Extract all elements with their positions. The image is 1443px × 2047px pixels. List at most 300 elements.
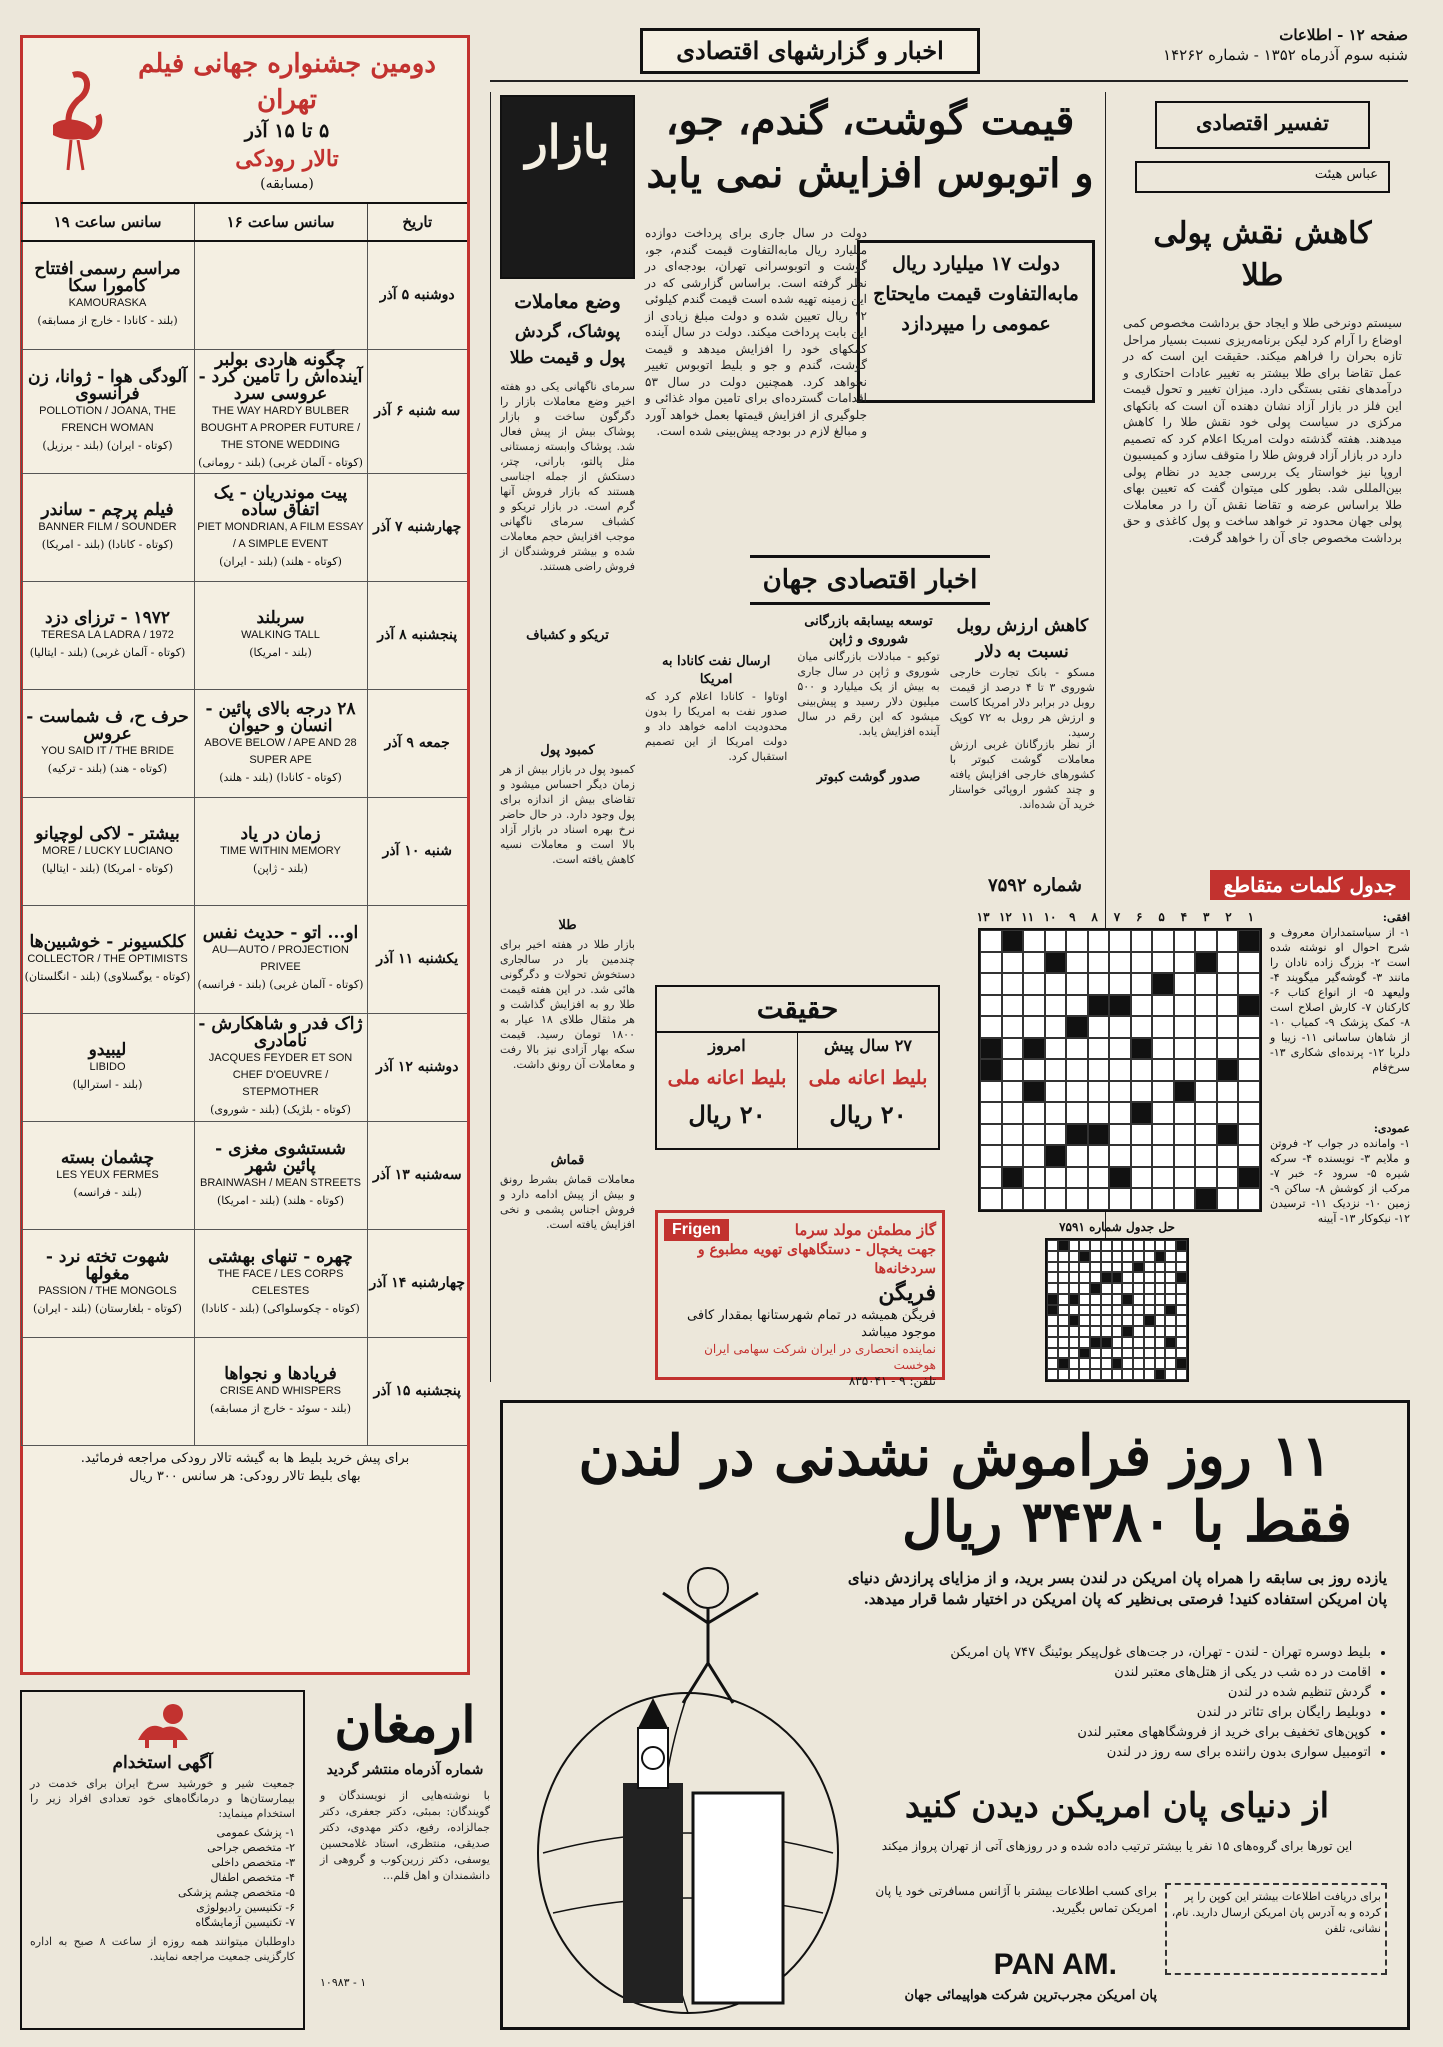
grid-cell[interactable]: [1109, 952, 1131, 974]
lead-story: [645, 95, 1095, 545]
film-title-fa: آلودگی هوا - ژوانا، زن فرانسوی: [28, 366, 187, 404]
grid-cell[interactable]: [1109, 1188, 1131, 1210]
commentary-body: سیستم دونرخی طلا و ایجاد حق برداشت مخصوص کمی اوضاع را آرام کرد لیکن برنامه‌ریزی نسبت بسیار مراحل تازه بحران را فراهم میکند. حقیقت این است که در عمل تقاضا برای طلا بیشتر به تغییر عادات احتکاری و درآمدهای نفتی بستگی دارد. میزان تغییر و تحول قیمت این فلز در بازار آزاد نشان دهنده آن است که بانکهای مرکزی در سیاست پولی خود نقش طلا را کاهش میدهند. هفته گذشته دولت امریکا اعلام کرد که تصمیم دارد در بازار آزاد فروش طلا را متوقف سازد و کمیسیون اروپا نیز خواستار یک بررسی جدید در نظام پولی بین‌المللی شد. بطور کلی میتوان گفت که تعیین بهای طلا براساس عرضه و تقاضا نقش آن را در معاملات پولی جهان محدود تر خواهد ساخت و پول کاغذی و حق برداشت مخصوص جای آن را خواهد گرفت.: [1123, 316, 1402, 545]
grid-cell[interactable]: [1152, 1081, 1174, 1103]
film-title-fa: زمان در یاد: [240, 823, 321, 844]
film-title-fa: ژاک فدر و شاهکارش - نامادری: [198, 1014, 363, 1051]
grid-cell[interactable]: [1217, 995, 1239, 1017]
grid-column-number: ۱۲: [998, 910, 1012, 924]
schedule-row: [21, 473, 467, 581]
grid-cell: [1144, 1337, 1155, 1348]
film-title-fa: فریادها و نجواها: [224, 1363, 337, 1384]
festival-venue: تالار رودکی: [235, 146, 339, 172]
grid-black-cell: [1066, 1016, 1088, 1038]
header-date: تاریخ: [367, 203, 467, 241]
grid-cell[interactable]: [1131, 952, 1153, 974]
grid-cell[interactable]: [1217, 1016, 1239, 1038]
grid-cell: [1079, 1305, 1090, 1316]
film-title-en: BANNER FILM / SOUNDER: [38, 520, 177, 533]
grid-cell[interactable]: [1131, 1145, 1153, 1167]
grid-cell[interactable]: [1238, 1081, 1260, 1103]
grid-cell: [1155, 1358, 1166, 1369]
grid-cell: [1069, 1305, 1080, 1316]
grid-cell[interactable]: [980, 930, 1002, 952]
grid-cell[interactable]: [1066, 973, 1088, 995]
grid-cell[interactable]: [1109, 1145, 1131, 1167]
grid-cell[interactable]: [1217, 973, 1239, 995]
commentary-kicker: تفسیر اقتصادی: [1155, 101, 1370, 149]
grid-black-cell: [1133, 1262, 1144, 1273]
grid-column-number: ۱۱: [1021, 910, 1035, 924]
grid-black-cell: [1176, 1240, 1187, 1251]
grid-column-number: ۹: [1069, 910, 1076, 924]
commentary-title: کاهش نقش پولی طلا: [1153, 216, 1372, 293]
grid-cell[interactable]: [1023, 1145, 1045, 1167]
grid-cell[interactable]: [980, 1188, 1002, 1210]
grid-cell[interactable]: [1002, 1016, 1024, 1038]
grid-cell[interactable]: [1066, 952, 1088, 974]
grid-cell[interactable]: [1066, 930, 1088, 952]
grid-cell: [1133, 1369, 1144, 1380]
grid-cell[interactable]: [1238, 1038, 1260, 1060]
bazaar-sub-1: تریکو و کشباف: [526, 628, 609, 643]
job-item: ۴- متخصص اطفال: [210, 1871, 295, 1884]
grid-cell[interactable]: [1066, 1081, 1088, 1103]
grid-cell[interactable]: [1088, 1038, 1110, 1060]
grid-cell: [1122, 1369, 1133, 1380]
grid-cell[interactable]: [1174, 1016, 1196, 1038]
grid-black-cell: [1066, 1124, 1088, 1146]
grid-cell[interactable]: [980, 973, 1002, 995]
grid-cell[interactable]: [1066, 1167, 1088, 1189]
bazaar-body-2: کمبود پول در بازار بیش از هر زمان دیگر احساس میشود و تقاضای بیش از اندازه برای پول وجود دارد. در حال حاضر نرخ بهره اسناد در بازار آزاد بالا است و معاملات نسیه کاهش یافته است.: [500, 763, 635, 866]
panam-bullet: • اتومبیل سواری بدون راننده برای سه روز در لندن: [851, 1743, 1371, 1763]
grid-black-cell: [1101, 1337, 1112, 1348]
grid-cell[interactable]: [1152, 1145, 1174, 1167]
grid-cell[interactable]: [1002, 1038, 1024, 1060]
panam-logo: PAN AM.: [993, 1948, 1117, 1981]
grid-cell[interactable]: [1002, 1102, 1024, 1124]
grid-cell: [1122, 1272, 1133, 1283]
grid-cell[interactable]: [1023, 1102, 1045, 1124]
grid-cell[interactable]: [1238, 1016, 1260, 1038]
schedule-date: سه شنبه ۶ آذر: [367, 349, 467, 473]
armaghan-subtitle: شماره آذرماه منتشر گردید: [326, 1762, 484, 1778]
grid-cell[interactable]: [1152, 1038, 1174, 1060]
grid-cell[interactable]: [1131, 995, 1153, 1017]
lead-headline-1: قیمت گوشت، گندم، جو،: [665, 97, 1075, 144]
grid-cell[interactable]: [1002, 995, 1024, 1017]
grid-cell: [1058, 1272, 1069, 1283]
grid-cell[interactable]: [1195, 1145, 1217, 1167]
grid-cell[interactable]: [980, 1102, 1002, 1124]
screening-s16: [194, 349, 367, 473]
screening-s16: [194, 1229, 367, 1337]
red-lion-footer: داوطلبان میتوانند همه روزه از ساعت ۸ صبح به اداره کارگزینی جمعیت مراجعه نمایند.: [30, 1935, 296, 1963]
grid-cell[interactable]: [1088, 1145, 1110, 1167]
grid-cell[interactable]: [980, 1167, 1002, 1189]
festival-title: دومین جشنواره جهانی فیلم تهران: [138, 49, 436, 115]
grid-cell[interactable]: [1066, 1188, 1088, 1210]
grid-cell[interactable]: [1109, 1038, 1131, 1060]
grid-cell[interactable]: [1023, 1059, 1045, 1081]
grid-cell[interactable]: [1066, 1038, 1088, 1060]
grid-cell: [1122, 1262, 1133, 1273]
grid-cell[interactable]: [1002, 1059, 1024, 1081]
bazaar-sub-4: قماش: [550, 1153, 585, 1168]
schedule-date: چهارشنبه ۷ آذر: [367, 473, 467, 581]
world-news-body-3: اوتاوا - کانادا اعلام کرد که صدور نفت به امریکا را بدون محدودیت ادامه خواهد داد و دولت امریکا از این تصمیم استقبال کرد.: [644, 690, 788, 763]
grid-cell[interactable]: [1045, 1038, 1067, 1060]
grid-cell: [1144, 1348, 1155, 1359]
grid-cell[interactable]: [1023, 952, 1045, 974]
crossword-section: [960, 870, 1410, 1385]
grid-cell[interactable]: [1109, 1124, 1131, 1146]
grid-cell[interactable]: [1002, 973, 1024, 995]
grid-cell[interactable]: [980, 1124, 1002, 1146]
grid-cell[interactable]: [1002, 1124, 1024, 1146]
film-title-en: CRISE AND WHISPERS: [219, 1384, 342, 1397]
grid-cell[interactable]: [1152, 1059, 1174, 1081]
grid-cell: [1112, 1315, 1123, 1326]
grid-cell[interactable]: [1238, 973, 1260, 995]
grid-column-number: ۳: [1202, 910, 1210, 924]
grid-cell[interactable]: [1088, 1188, 1110, 1210]
film-title-en: COLLECTOR / THE OPTIMISTS: [27, 952, 188, 965]
grid-cell: [1165, 1369, 1176, 1380]
crossword-column-numbers: [972, 910, 1262, 928]
grid-cell: [1155, 1272, 1166, 1283]
screening-s19: [21, 473, 194, 581]
grid-cell[interactable]: [1131, 1016, 1153, 1038]
grid-cell: [1133, 1251, 1144, 1262]
grid-cell[interactable]: [1088, 1167, 1110, 1189]
grid-cell: [1144, 1326, 1155, 1337]
grid-cell: [1155, 1337, 1166, 1348]
grid-cell[interactable]: [1002, 952, 1024, 974]
header-16: سانس ساعت ۱۶: [194, 203, 367, 241]
grid-cell[interactable]: [1066, 1102, 1088, 1124]
grid-cell[interactable]: [1217, 1145, 1239, 1167]
crossword-down-label: عمودی:: [1373, 1122, 1410, 1135]
grid-cell[interactable]: [1174, 930, 1196, 952]
film-info: (کوتاه - کانادا) (بلند - هلند): [219, 770, 342, 784]
grid-black-cell: [1217, 1059, 1239, 1081]
grid-cell: [1112, 1369, 1123, 1380]
screening-s16: [194, 473, 367, 581]
grid-cell: [1176, 1315, 1187, 1326]
panam-headline-2: فقط با ۳۴۳۸۰ ریال: [901, 1489, 1353, 1555]
grid-cell[interactable]: [1195, 1124, 1217, 1146]
grid-cell[interactable]: [1174, 1102, 1196, 1124]
grid-cell[interactable]: [1195, 1038, 1217, 1060]
grid-cell: [1069, 1272, 1080, 1283]
crossword-across-label: افقی:: [1382, 911, 1410, 924]
grid-cell[interactable]: [1195, 1059, 1217, 1081]
grid-cell: [1069, 1251, 1080, 1262]
lead-body: دولت در سال جاری برای پرداخت دوازده میلیارد ریال مابه‌التفاوت قیمت گندم، جو، گوشت و اتوبوسرانی تهران، بودجه‌ای در نظر گرفته است. براساس گزارشی که در این زمینه تهیه شده است قیمت گندم کیلوئی ۱۲ ریال تعیین شده و دولت مبلغ زیادی از این بابت پرداخت میکند. دولت در سال آینده کمکهای خود را افزایش میدهد و قیمت گوشت، گندم و جو و بلیط اتوبوس تغییر نخواهد کرد. همچنین دولت در سال ۵۳ اقدامات گسترده‌ای برای تامین مواد غذائی و جلوگیری از افزایش قیمتها بعمل خواهد آورد و مبالغ لازم در بودجه پیش‌بینی شده است.: [645, 226, 867, 438]
grid-cell[interactable]: [1066, 1145, 1088, 1167]
grid-cell: [1058, 1315, 1069, 1326]
grid-cell[interactable]: [1023, 930, 1045, 952]
grid-cell[interactable]: [1045, 973, 1067, 995]
grid-cell[interactable]: [1195, 995, 1217, 1017]
grid-cell: [1122, 1240, 1133, 1251]
grid-cell: [1176, 1337, 1187, 1348]
grid-black-cell: [1112, 1358, 1123, 1369]
grid-cell: [1133, 1358, 1144, 1369]
world-news-body-4: از نظر بازرگانان غربی ارزش معاملات گوشت کبوتر با کشورهای خارجی افزایش یافته و چند کشور اروپائی خواستار خرید آن شده‌اند.: [949, 738, 1095, 811]
grid-cell[interactable]: [1238, 1145, 1260, 1167]
grid-cell[interactable]: [1066, 1059, 1088, 1081]
grid-cell: [1122, 1305, 1133, 1316]
grid-cell[interactable]: [1045, 1188, 1067, 1210]
grid-cell[interactable]: [1152, 1102, 1174, 1124]
film-title-en: JACQUES FEYDER ET SON CHEF D'OEUVRE / STEPMOTHER: [208, 1052, 353, 1098]
grid-cell[interactable]: [1131, 1188, 1153, 1210]
grid-cell[interactable]: [1045, 1016, 1067, 1038]
grid-cell[interactable]: [980, 1145, 1002, 1167]
haghighat-box: [655, 985, 940, 1150]
film-info: (بلند - کانادا - خارج از مسابقه): [37, 314, 178, 328]
crossword-down: ۱- وامانده در جواب ۲- فروتن و ملایم ۳- نویسنده ۴- سرکه شیره ۵- سرود ۶- خبر ۷- مرکب از کوشش ۸- ساکن ۹- زمین ۱۰- نزدیک ۱۱- ترسیدن ۱۲- نیکوکار ۱۳- آیینه: [1270, 1137, 1410, 1225]
grid-cell[interactable]: [1002, 1145, 1024, 1167]
grid-cell[interactable]: [1195, 1167, 1217, 1189]
grid-cell[interactable]: [1131, 930, 1153, 952]
grid-cell[interactable]: [1109, 1081, 1131, 1103]
grid-cell[interactable]: [1174, 973, 1196, 995]
grid-cell[interactable]: [980, 995, 1002, 1017]
grid-cell: [1058, 1326, 1069, 1337]
grid-column-number: ۶: [1136, 910, 1143, 924]
grid-cell[interactable]: [1238, 1059, 1260, 1081]
grid-black-cell: [1122, 1294, 1133, 1305]
grid-cell[interactable]: [1131, 1124, 1153, 1146]
grid-cell[interactable]: [1109, 1102, 1131, 1124]
grid-cell[interactable]: [1217, 1102, 1239, 1124]
grid-black-cell: [1045, 1145, 1067, 1167]
grid-cell[interactable]: [1174, 952, 1196, 974]
grid-black-cell: [1152, 973, 1174, 995]
grid-cell[interactable]: [1109, 930, 1131, 952]
film-title-en: BRAINWASH / MEAN STREETS: [200, 1177, 361, 1189]
grid-cell: [1133, 1326, 1144, 1337]
red-lion-body: جمعیت شیر و خورشید سرخ ایران برای خدمت در بیمارستان‌ها و درمانگاه‌های خود تعدادی افراد زیر را استخدام مینماید:: [30, 1777, 295, 1820]
job-item: ۶- تکنیسین رادیولوژی: [196, 1901, 295, 1914]
grid-cell[interactable]: [1152, 952, 1174, 974]
grid-cell[interactable]: [1238, 1102, 1260, 1124]
grid-cell[interactable]: [1045, 1102, 1067, 1124]
world-news-body-1: مسکو - بانک تجارت خارجی شوروی ۳ تا ۴ درصد از قیمت روبل در برابر دلار امریکا کاست و ارزش هر روبل به ۷۲ کوپک رسید.: [949, 666, 1096, 739]
grid-cell: [1155, 1283, 1166, 1294]
grid-cell[interactable]: [1045, 995, 1067, 1017]
film-info: (بلند - سوئد - خارج از مسابقه): [209, 1401, 352, 1415]
grid-cell[interactable]: [1152, 1016, 1174, 1038]
grid-cell[interactable]: [1023, 1188, 1045, 1210]
grid-cell[interactable]: [1088, 973, 1110, 995]
panam-tagline: پان امریکن مجرب‌ترین شرکت هواپیمائی جهان: [904, 1988, 1157, 2003]
screening-s19: [21, 689, 194, 797]
grid-cell[interactable]: [1045, 1081, 1067, 1103]
grid-cell[interactable]: [1002, 1188, 1024, 1210]
grid-cell[interactable]: [1023, 995, 1045, 1017]
grid-black-cell: [1109, 1167, 1131, 1189]
grid-black-cell: [1165, 1305, 1176, 1316]
grid-cell: [1112, 1251, 1123, 1262]
grid-cell[interactable]: [1195, 1102, 1217, 1124]
grid-cell[interactable]: [1217, 1038, 1239, 1060]
grid-cell[interactable]: [1152, 930, 1174, 952]
grid-cell[interactable]: [980, 1081, 1002, 1103]
grid-cell[interactable]: [1023, 973, 1045, 995]
film-title-fa: حرف ح، ف شماست - عروس: [26, 707, 189, 744]
job-item: ۳- متخصص داخلی: [211, 1856, 295, 1869]
grid-black-cell: [1069, 1315, 1080, 1326]
grid-cell[interactable]: [1217, 930, 1239, 952]
film-title-en: TIME WITHIN MEMORY: [220, 844, 341, 857]
grid-cell[interactable]: [1195, 1081, 1217, 1103]
grid-cell[interactable]: [1217, 952, 1239, 974]
haghighat-ticket: بلیط اعانه ملی: [667, 1067, 787, 1089]
grid-cell[interactable]: [1174, 1167, 1196, 1189]
panam-coupon[interactable]: برای دریافت اطلاعات بیشتر این کوپن را پر کرده و به آدرس پان امریکن ارسال دارید. نام، نشانی، تلفن: [1165, 1883, 1387, 1975]
grid-cell[interactable]: [1238, 1188, 1260, 1210]
grid-cell[interactable]: [1002, 1081, 1024, 1103]
grid-cell[interactable]: [1152, 1188, 1174, 1210]
film-title-en: PIET MONDRIAN, A FILM ESSAY / A SIMPLE EVENT: [197, 520, 364, 550]
grid-cell: [1047, 1240, 1058, 1251]
grid-cell: [1155, 1240, 1166, 1251]
grid-cell: [1155, 1326, 1166, 1337]
grid-cell[interactable]: [980, 952, 1002, 974]
grid-cell: [1058, 1348, 1069, 1359]
grid-cell: [1122, 1251, 1133, 1262]
grid-cell: [1101, 1326, 1112, 1337]
crossword-grid[interactable]: [978, 928, 1262, 1212]
grid-cell[interactable]: [1217, 1081, 1239, 1103]
film-title-en: KAMOURASKA: [68, 297, 147, 310]
grid-cell[interactable]: [1045, 1059, 1067, 1081]
grid-cell: [1058, 1305, 1069, 1316]
grid-cell[interactable]: [1088, 930, 1110, 952]
grid-cell[interactable]: [1152, 1167, 1174, 1189]
grid-cell[interactable]: [1174, 1059, 1196, 1081]
grid-cell: [1165, 1272, 1176, 1283]
grid-cell[interactable]: [1174, 995, 1196, 1017]
film-title-en: POLLOTION / JOANA, THE FRENCH WOMAN: [39, 404, 176, 434]
grid-cell: [1069, 1358, 1080, 1369]
grid-cell[interactable]: [1131, 1059, 1153, 1081]
panam-bullet: • اقامت در ده شب در یکی از هتل‌های معتبر لندن: [851, 1663, 1371, 1683]
grid-cell[interactable]: [1023, 1016, 1045, 1038]
grid-cell: [1122, 1358, 1133, 1369]
grid-black-cell: [980, 1059, 1002, 1081]
grid-column-number: ۱۳: [976, 910, 990, 924]
grid-cell[interactable]: [1045, 1167, 1067, 1189]
grid-cell[interactable]: [1174, 1124, 1196, 1146]
grid-cell[interactable]: [1088, 952, 1110, 974]
grid-cell[interactable]: [1109, 973, 1131, 995]
film-info: (کوتاه - چکوسلواکی) (بلند - کانادا): [201, 1302, 360, 1315]
grid-cell: [1090, 1348, 1101, 1359]
grid-black-cell: [1176, 1272, 1187, 1283]
red-lion-and-sun-icon: [133, 1700, 193, 1750]
bazaar-sub-3: طلا: [558, 918, 577, 933]
grid-cell[interactable]: [1088, 1059, 1110, 1081]
grid-cell: [1155, 1348, 1166, 1359]
grid-cell: [1047, 1369, 1058, 1380]
bazaar-subtitle: پوشاک، گردش پول و قیمت طلا: [509, 322, 626, 368]
grid-black-cell: [1122, 1326, 1133, 1337]
grid-cell[interactable]: [1023, 1124, 1045, 1146]
grid-cell: [1069, 1240, 1080, 1251]
grid-cell[interactable]: [1238, 952, 1260, 974]
film-title-en: YOU SAID IT / THE BRIDE: [41, 745, 174, 757]
grid-cell[interactable]: [1217, 1167, 1239, 1189]
grid-cell: [1144, 1251, 1155, 1262]
haghighat-price: ۲۰ ریال: [829, 1100, 907, 1129]
schedule-date: چهارشنبه ۱۴ آذر: [367, 1229, 467, 1337]
grid-cell[interactable]: [1023, 1167, 1045, 1189]
grid-cell: [1058, 1251, 1069, 1262]
grid-cell[interactable]: [1045, 1124, 1067, 1146]
grid-cell[interactable]: [1174, 1038, 1196, 1060]
grid-cell[interactable]: [1088, 1081, 1110, 1103]
grid-cell[interactable]: [1152, 1124, 1174, 1146]
grid-cell[interactable]: [1238, 1124, 1260, 1146]
grid-cell[interactable]: [1131, 1081, 1153, 1103]
grid-cell: [1165, 1251, 1176, 1262]
grid-cell: [1176, 1326, 1187, 1337]
grid-cell[interactable]: [1174, 1145, 1196, 1167]
grid-cell: [1101, 1369, 1112, 1380]
grid-cell[interactable]: [1195, 930, 1217, 952]
grid-black-cell: [1088, 995, 1110, 1017]
grid-cell[interactable]: [1109, 1016, 1131, 1038]
grid-cell[interactable]: [1195, 1016, 1217, 1038]
panam-bullet: • بلیط دوسره تهران - لندن - تهران، در جت‌های غول‌پیکر بوئینگ ۷۴۷ پان امریکن: [851, 1643, 1371, 1663]
film-title-en: MORE / LUCKY LUCIANO: [42, 844, 173, 857]
grid-cell[interactable]: [1088, 1016, 1110, 1038]
grid-cell[interactable]: [1109, 1059, 1131, 1081]
grid-cell: [1133, 1315, 1144, 1326]
grid-cell[interactable]: [980, 1016, 1002, 1038]
grid-cell: [1133, 1240, 1144, 1251]
film-title-fa: ۲۸ درجه بالای پائین - انسان و حیوان: [205, 698, 356, 736]
grid-cell[interactable]: [1088, 1102, 1110, 1124]
screening-s16: [194, 1013, 367, 1121]
grid-cell[interactable]: [1131, 1167, 1153, 1189]
grid-cell: [1112, 1240, 1123, 1251]
grid-cell[interactable]: [1195, 973, 1217, 995]
film-info: (بلند - امریکا): [249, 645, 312, 659]
schedule-date: دوشنبه ۵ آذر: [367, 241, 467, 349]
grid-cell: [1133, 1348, 1144, 1359]
grid-cell[interactable]: [1152, 995, 1174, 1017]
film-title-en: THE WAY HARDY BULBER BOUGHT A PROPER FUTURE / THE STONE WEDDING: [200, 404, 361, 451]
world-news-h1: کاهش ارزش روبل نسبت به دلار: [956, 616, 1089, 662]
grid-black-cell: [1131, 1102, 1153, 1124]
grid-cell[interactable]: [1066, 995, 1088, 1017]
grid-cell[interactable]: [1131, 973, 1153, 995]
film-title-fa: لیبیدو: [88, 1039, 127, 1060]
grid-cell: [1165, 1358, 1176, 1369]
grid-cell[interactable]: [1045, 930, 1067, 952]
grid-cell[interactable]: [1174, 1188, 1196, 1210]
film-info: (کوتاه - بلژیک) (بلند - شوروی): [210, 1103, 351, 1116]
grid-cell: [1090, 1369, 1101, 1380]
grid-cell[interactable]: [1217, 1188, 1239, 1210]
